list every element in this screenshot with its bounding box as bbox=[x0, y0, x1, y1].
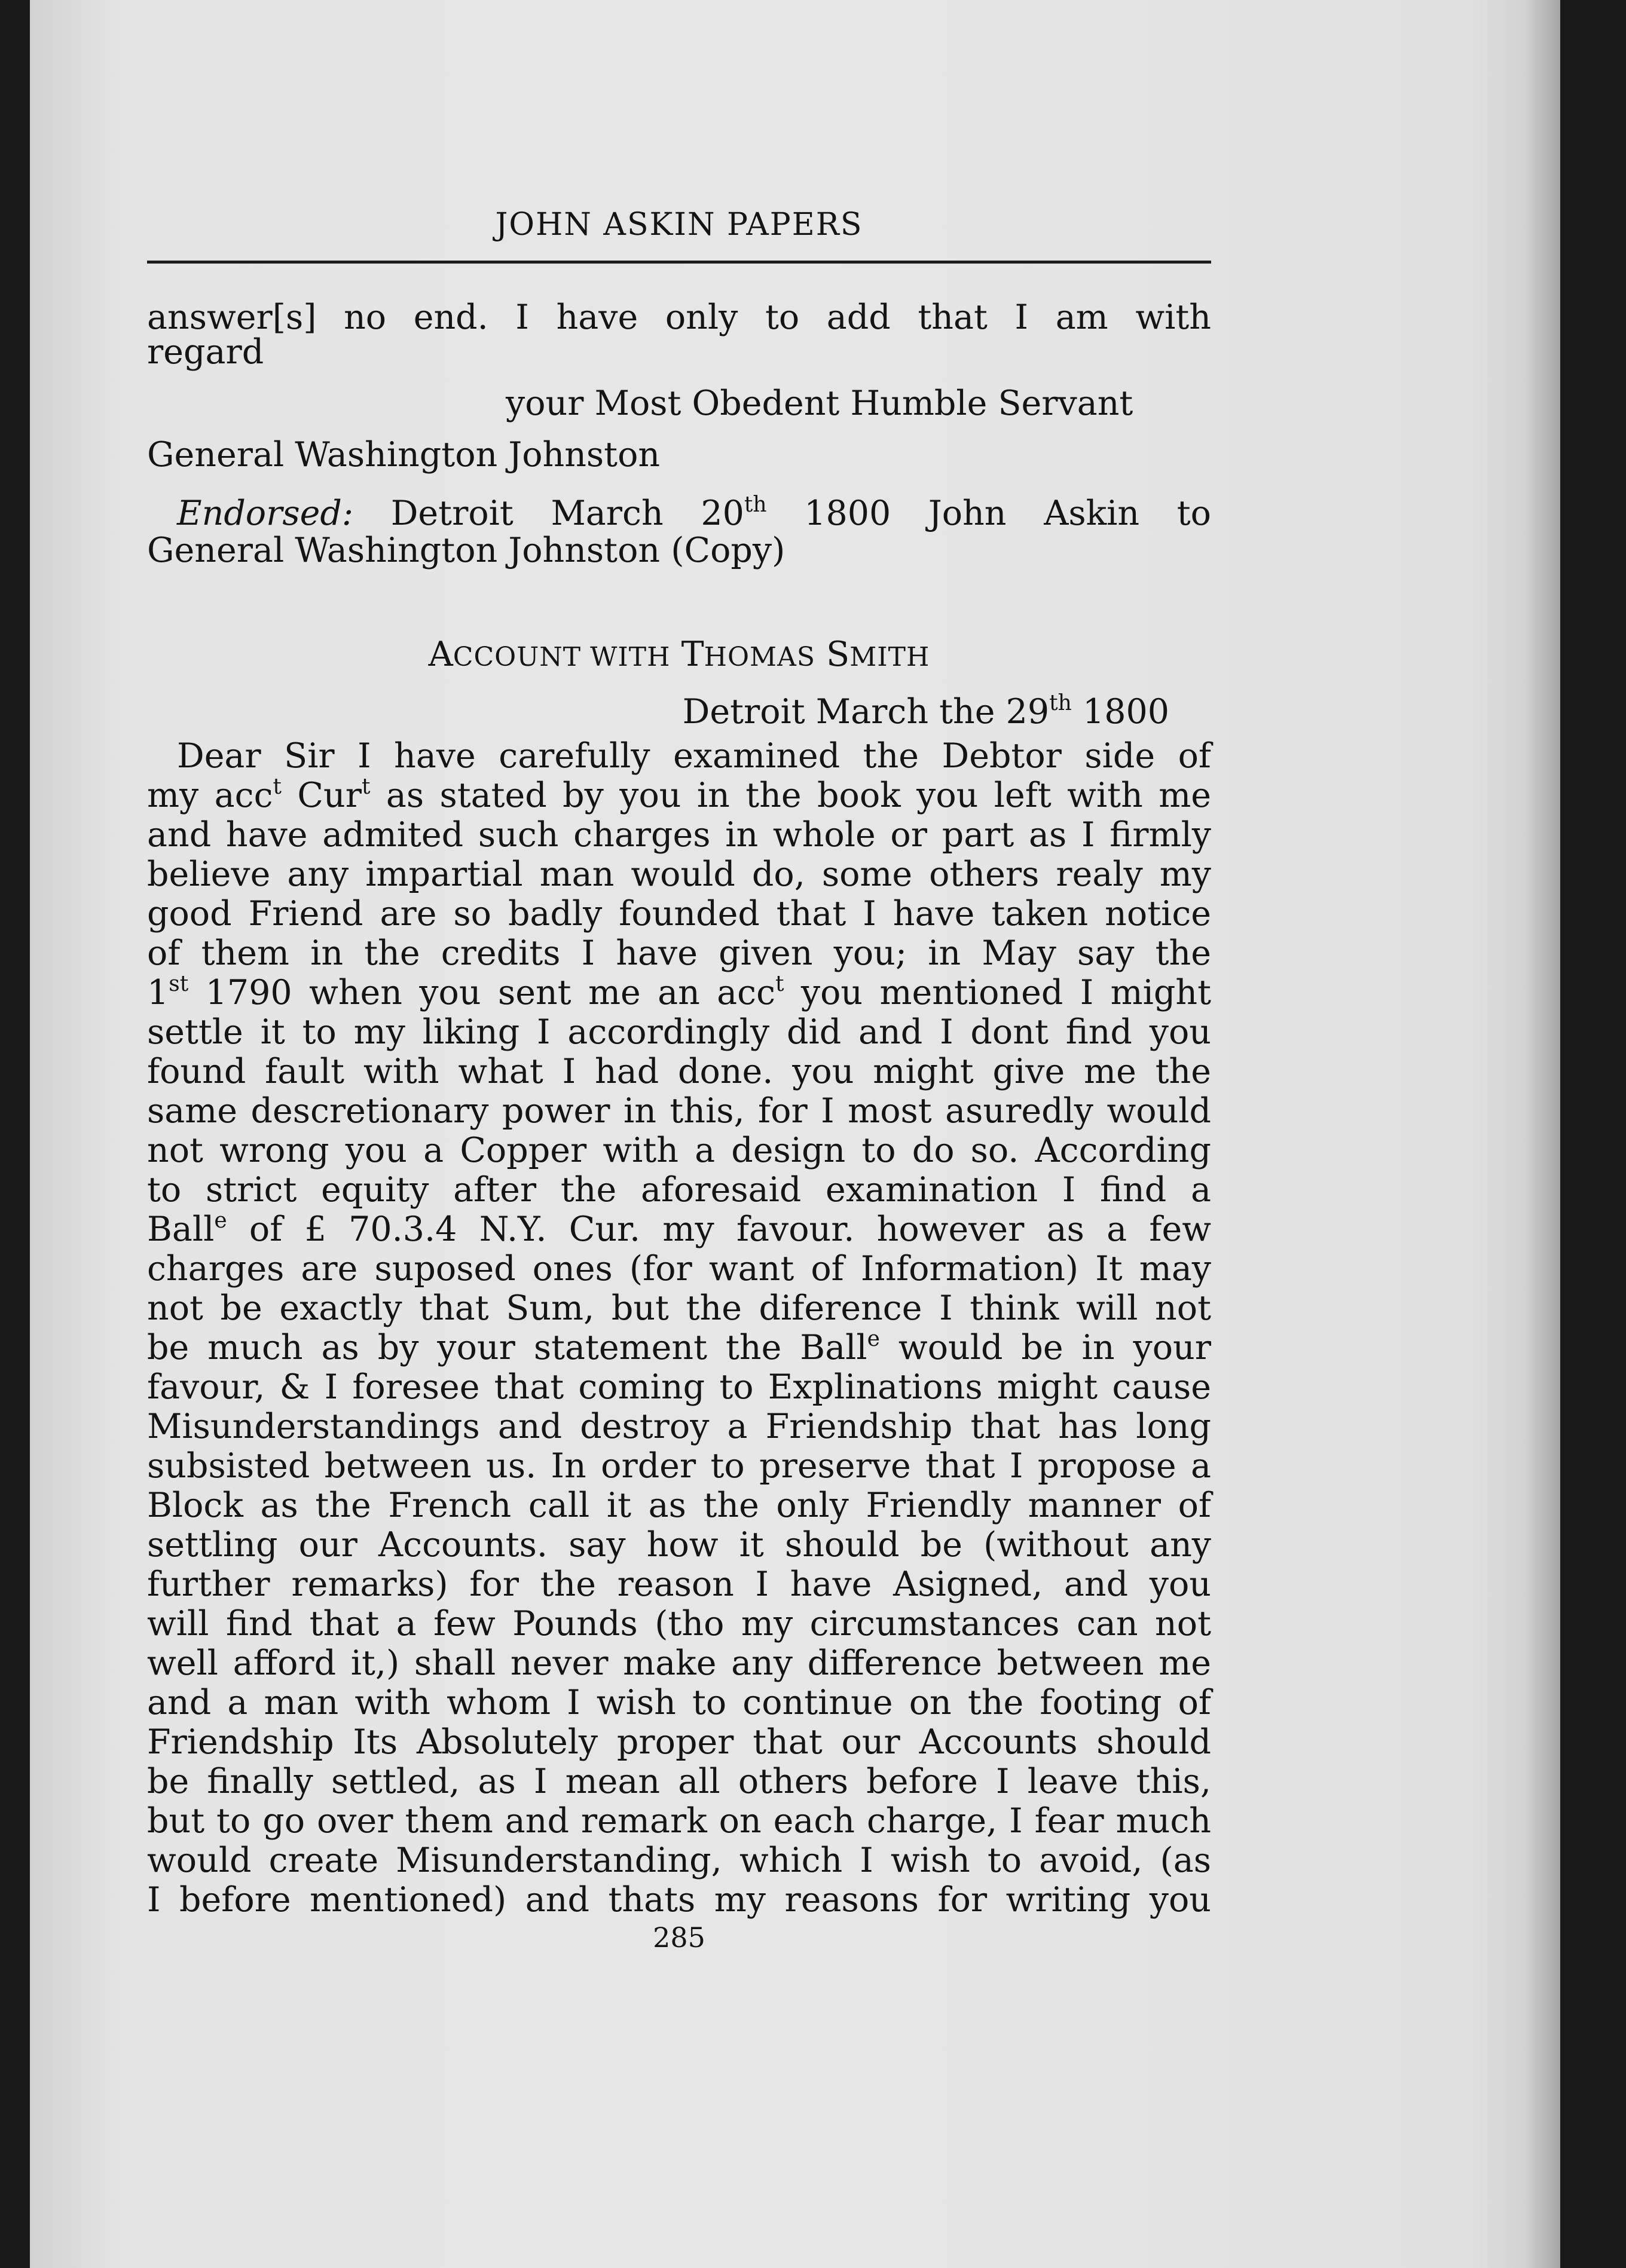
letter-text: will find that a few Pounds (tho my circumstances can not bbox=[147, 1604, 1211, 1643]
endorsement-date: Detroit March 20 bbox=[390, 494, 744, 533]
letter-text: my acc bbox=[147, 776, 273, 815]
dateline bbox=[147, 692, 1211, 731]
letter-text: be much as by your statement the Ball bbox=[147, 1328, 867, 1367]
letter-line bbox=[147, 1367, 1211, 1407]
endorsement-line-2: General Washington Johnston (Copy) bbox=[147, 531, 786, 570]
letter-text: 1790 when you sent me an acc bbox=[188, 973, 776, 1012]
title-small-3: MITH bbox=[849, 642, 930, 672]
letter-text: believe any impartial man would do, some others realy my bbox=[147, 855, 1211, 894]
letter-line bbox=[147, 1052, 1211, 1091]
letter-line bbox=[147, 1012, 1211, 1052]
letter-text: be finally settled, as I mean all others before I leave this, bbox=[147, 1762, 1211, 1801]
letter-text: Ball bbox=[147, 1210, 215, 1249]
letter-line bbox=[147, 1880, 1211, 1920]
letter-text: not be exactly that Sum, but the diference I think will not bbox=[147, 1288, 1211, 1328]
letter-text: I before mentioned) and thats my reasons for writing you bbox=[147, 1880, 1211, 1920]
letter-line bbox=[147, 1210, 1211, 1249]
letter-text: and a man with whom I wish to continue on the footing of bbox=[147, 1683, 1211, 1722]
header-rule bbox=[147, 261, 1211, 264]
letter-text: but to go over them and remark on each charge, I fear much bbox=[147, 1801, 1211, 1841]
letter-text: not wrong you a Copper with a design to do so. According bbox=[147, 1131, 1211, 1170]
letter-text: would be in your bbox=[879, 1328, 1211, 1367]
letter-text: subsisted between us. In order to preserve that I propose a bbox=[147, 1446, 1211, 1486]
letter-line bbox=[147, 1841, 1211, 1880]
closing-line-1: answer[s] no end. I have only to add that I am with bbox=[147, 298, 1211, 337]
letter-text: Misunderstandings and destroy a Friendship that has long bbox=[147, 1407, 1211, 1446]
endorsement-line-1 bbox=[147, 494, 1211, 533]
letter-superscript: st bbox=[169, 972, 189, 996]
letter-text: settling our Accounts. say how it should be (without any bbox=[147, 1525, 1211, 1565]
title-small-1: CCOUNT WITH bbox=[453, 642, 671, 672]
closing-block bbox=[147, 298, 1211, 475]
letter-line bbox=[147, 1170, 1211, 1210]
letter-line bbox=[147, 894, 1211, 933]
letter-line bbox=[147, 1762, 1211, 1801]
dateline-sup: th bbox=[1049, 691, 1072, 715]
letter-text: 1 bbox=[147, 973, 169, 1012]
letter-superscript: e bbox=[867, 1327, 880, 1351]
closing-signature: General Washington Johnston bbox=[147, 435, 661, 475]
letter-line bbox=[147, 1091, 1211, 1131]
letter-line bbox=[147, 1328, 1211, 1367]
letter-line bbox=[147, 815, 1211, 855]
letter-line bbox=[147, 1446, 1211, 1486]
letter-superscript: t bbox=[775, 972, 784, 996]
dateline-year: 1800 bbox=[1082, 692, 1169, 731]
letter-line bbox=[147, 1525, 1211, 1565]
page-number: 285 bbox=[653, 1921, 705, 1954]
letter-text: as stated by you in the book you left with me bbox=[370, 776, 1211, 815]
letter-line bbox=[147, 1722, 1211, 1762]
letter-line bbox=[147, 1565, 1211, 1604]
letter-line bbox=[147, 1407, 1211, 1446]
letter-line bbox=[147, 933, 1211, 973]
letter-text: good Friend are so badly founded that I have taken notice bbox=[147, 894, 1211, 933]
book-page bbox=[30, 0, 1560, 2268]
endorsement-date-sup: th bbox=[744, 492, 767, 517]
page-edge-shadow bbox=[1524, 0, 1560, 2268]
endorsement-rest: 1800 John Askin to bbox=[804, 494, 1211, 533]
letter-line bbox=[147, 1486, 1211, 1525]
letter-line bbox=[147, 1683, 1211, 1722]
letter-text: same descretionary power in this, for I most asuredly would bbox=[147, 1091, 1211, 1131]
letter-line bbox=[147, 1288, 1211, 1328]
letter-line bbox=[147, 736, 1211, 776]
letter-line bbox=[147, 1643, 1211, 1683]
letter-line bbox=[147, 1131, 1211, 1170]
letter-line bbox=[147, 973, 1211, 1012]
letter-line bbox=[147, 1801, 1211, 1841]
dateline-text: Detroit March the 29 bbox=[682, 692, 1050, 731]
letter-superscript: e bbox=[214, 1208, 227, 1233]
endorsement-label: Endorsed: bbox=[177, 494, 354, 533]
letter-line bbox=[147, 776, 1211, 815]
section-title bbox=[147, 635, 1211, 677]
letter-superscript: t bbox=[273, 775, 282, 799]
letter-line bbox=[147, 1249, 1211, 1288]
letter-line bbox=[147, 855, 1211, 894]
letter-text: would create Misunderstanding, which I wish to avoid, (as bbox=[147, 1841, 1211, 1880]
letter-text: of £ 70.3.4 N.Y. Cur. my favour. however as a few bbox=[227, 1210, 1211, 1249]
running-header: JOHN ASKIN PAPERS bbox=[495, 207, 863, 243]
endorsement-block bbox=[147, 494, 1211, 570]
letter-text: further remarks) for the reason I have Asigned, and you bbox=[147, 1565, 1211, 1604]
letter-body bbox=[147, 736, 1211, 1920]
letter-text: of them in the credits I have given you; in May say the bbox=[147, 933, 1211, 973]
letter-text: Cur bbox=[281, 776, 362, 815]
title-cap-2: T bbox=[681, 635, 704, 674]
letter-text: charges are suposed ones (for want of Information) It may bbox=[147, 1249, 1211, 1288]
letter-text: settle it to my liking I accordingly did and I dont find you bbox=[147, 1012, 1211, 1052]
letter-text: you mentioned I might bbox=[784, 973, 1212, 1012]
letter-text: found fault with what I had done. you might give me the bbox=[147, 1052, 1211, 1091]
letter-text: to strict equity after the aforesaid examination I find a bbox=[147, 1170, 1211, 1210]
letter-text: Dear Sir I have carefully examined the Debtor side of bbox=[177, 736, 1211, 776]
title-cap-3: S bbox=[826, 635, 850, 674]
letter-text: Friendship Its Absolutely proper that our Accounts should bbox=[147, 1722, 1211, 1762]
title-small-2: HOMAS bbox=[704, 642, 816, 672]
letter-line bbox=[147, 1604, 1211, 1643]
letter-text: Block as the French call it as the only Friendly manner of bbox=[147, 1486, 1211, 1525]
title-cap-1: A bbox=[428, 635, 453, 674]
letter-text: and have admited such charges in whole or part as I firmly bbox=[147, 815, 1211, 855]
letter-superscript: t bbox=[361, 775, 371, 799]
letter-text: well afford it,) shall never make any difference between me bbox=[147, 1643, 1211, 1683]
closing-signoff: your Most Obedent Humble Servant bbox=[506, 384, 1133, 423]
closing-line-2: regard bbox=[147, 332, 264, 372]
letter-text: favour, & I foresee that coming to Explinations might cause bbox=[147, 1367, 1211, 1407]
